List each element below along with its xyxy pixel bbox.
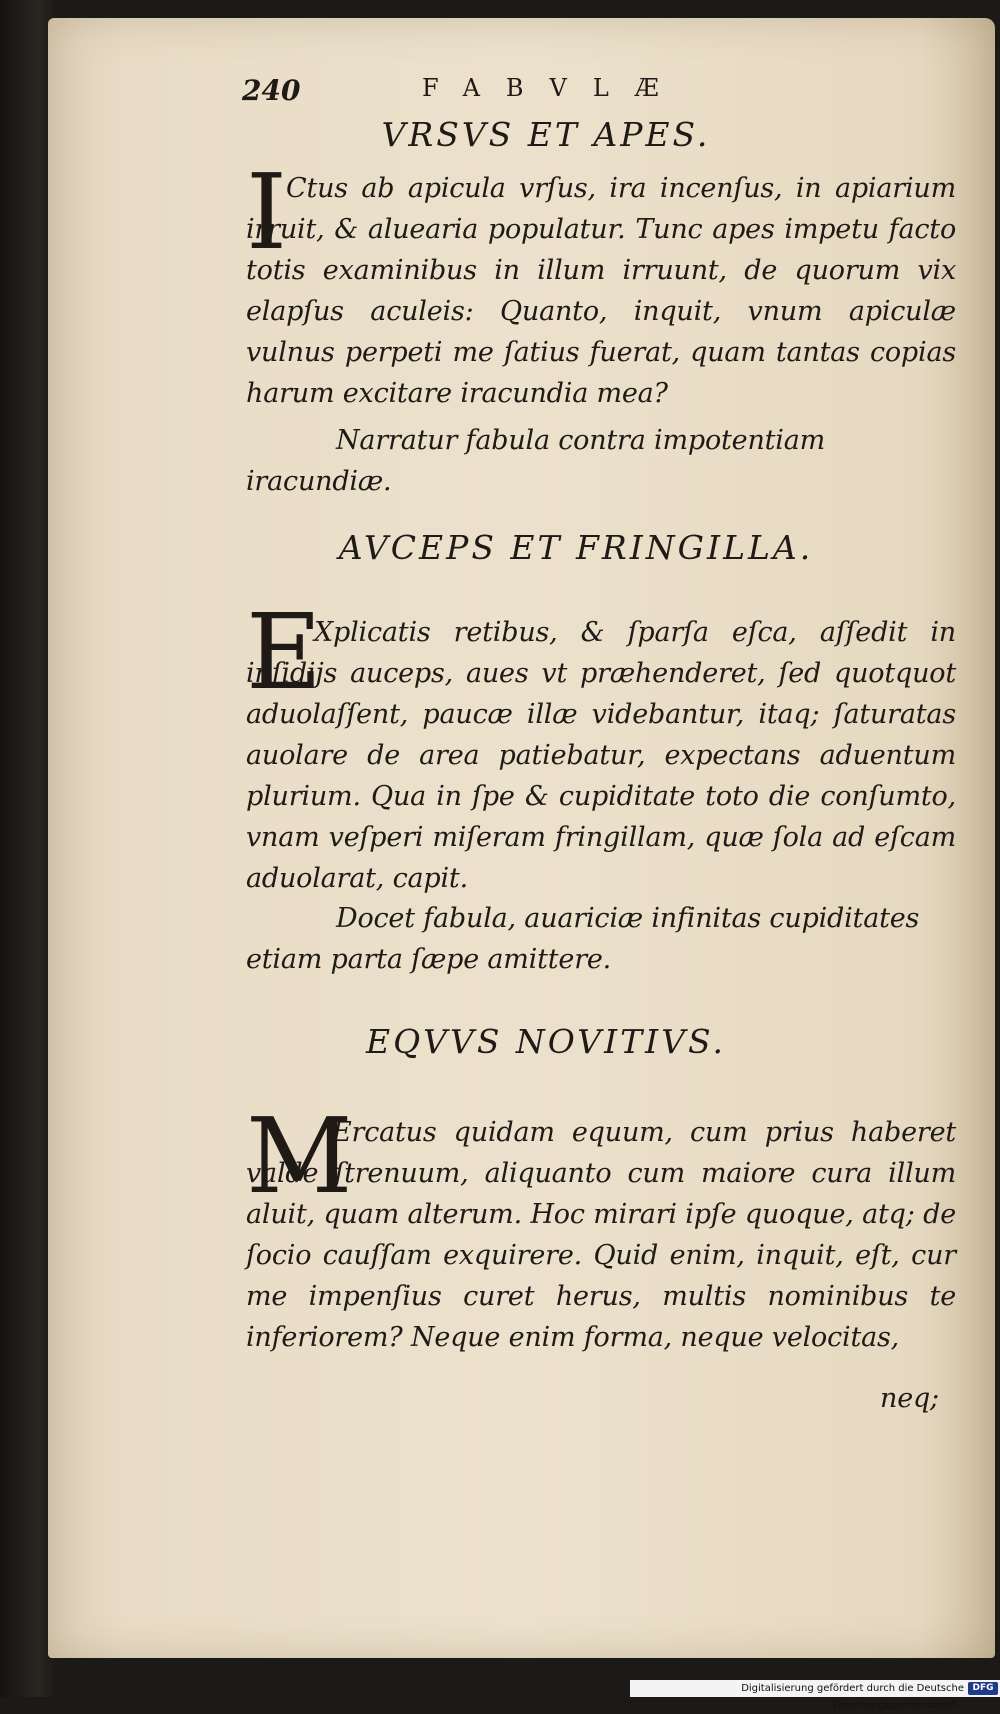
catchword: neq; — [880, 1383, 939, 1414]
running-title: FABVLÆ — [422, 74, 685, 102]
digitization-footer — [630, 1680, 1000, 1711]
fable-title-2: AVCEPS ET FRINGILLA. — [338, 528, 814, 567]
initial-letter-2: E — [246, 591, 322, 713]
fable-moral-1: Narratur fabula contra impotentiam iracundiæ. — [246, 425, 826, 497]
initial-letter-3: M — [246, 1095, 353, 1217]
fable-body-1: Ctus ab apicula vrſus, ira incenſus, in apiarium irruit, & aluearia populatur. Tunc apes impetu facto totis examinibus in illum irruunt, de quorum vix elapſus aculeis: Quanto, inquit, vnum apiculæ vulnus perpeti me ſatius fuerat, quam tantas copias harum excitare iracundia mea? — [246, 173, 956, 409]
dfg-logo: DFG — [968, 1682, 998, 1695]
page-number: 240 — [242, 74, 301, 107]
fable-title-1: VRSVS ET APES. — [381, 115, 711, 154]
running-header — [242, 74, 802, 108]
footer-text: Digitalisierung gefördert durch die Deutsche Forschungsgemeinschaft · — [741, 1683, 964, 1711]
fable-body-2: Xplicatis retibus, & ſparſa eſca, aſſedit in inſidijs auceps, aues vt præhenderet, ſed quotquot aduolaſſent, paucæ illæ videbantur, itaq; ſaturatas auolare de area patiebatur, expectans aduentum plurium. Qua in ſpe & cupiditate toto die conſumto, vnam veſperi miſeram fringillam, quæ ſola ad eſcam aduolarat, capit. — [246, 617, 956, 894]
fable-title-3: EQVVS NOVITIVS. — [366, 1022, 726, 1061]
book-spine — [0, 0, 55, 1697]
fable-body-3: Ercatus quidam equum, cum prius haberet valde ſtrenuum, aliquanto cum maiore cura illum aluit, quam alterum. Hoc mirari ipſe quoque, atq; de ſocio cauſſam exquirere. Quid enim, inquit, eſt, cur me impenſius curet herus, multis nominibus te inferiorem? Neque enim forma, neque velocitas, — [246, 1117, 956, 1353]
fable-moral-2: Docet fabula, auariciæ infinitas cupiditates etiam parta ſæpe amittere. — [246, 903, 920, 975]
initial-letter-1: I — [246, 151, 288, 273]
